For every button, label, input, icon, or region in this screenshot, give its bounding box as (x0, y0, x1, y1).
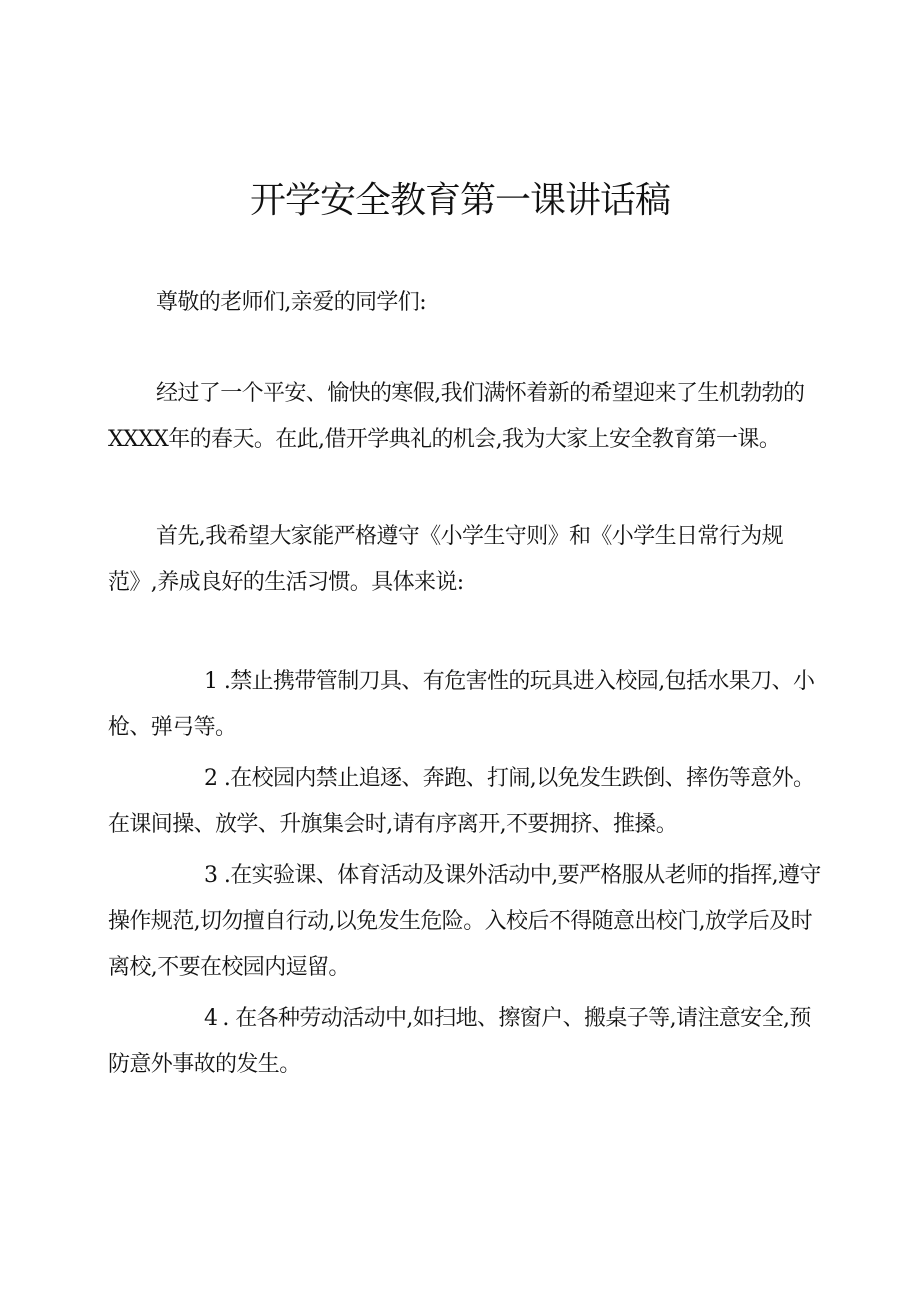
item-number: 4 (204, 1006, 218, 1031)
list-item (108, 853, 828, 991)
list-item (108, 756, 828, 848)
item-text: .禁止携带管制刀具、有危害性的玩具进入校园,包括水果刀、小枪、弹弓等。 (108, 669, 815, 740)
list-item (108, 996, 828, 1088)
greeting-paragraph: 尊敬的老师们,亲爱的同学们: (156, 290, 427, 315)
list-item (108, 659, 828, 751)
intro-paragraph: 经过了一个平安、愉快的寒假,我们满怀着新的希望迎来了生机勃勃的XXXX年的春天。在此,借开学典礼的机会,我为大家上安全教育第一课。 (108, 381, 805, 452)
item-number: 1 (204, 669, 218, 694)
item-text: .在校园内禁止追逐、奔跑、打闹,以免发生跌倒、摔伤等意外。在课间操、放学、升旗集会时,请有序离开,不要拥挤、推搡。 (108, 766, 815, 837)
item-text: .在实验课、体育活动及课外活动中,要严格服从老师的指挥,遵守操作规范,切勿擅自行动,以免发生危险。入校后不得随意出校门,放学后及时离校,不要在校园内逗留。 (108, 863, 821, 980)
document-title: 开学安全教育第一课讲话稿 (249, 180, 670, 221)
item-text: . 在各种劳动活动中,如扫地、擦窗户、搬桌子等,请注意安全,预防意外事故的发生。 (108, 1006, 811, 1077)
requirements-paragraph: 首先,我希望大家能严格遵守《小学生守则》和《小学生日常行为规范》,养成良好的生活习惯。具体来说: (108, 524, 783, 595)
item-number: 2 (204, 766, 218, 791)
item-number: 3 (204, 863, 218, 888)
